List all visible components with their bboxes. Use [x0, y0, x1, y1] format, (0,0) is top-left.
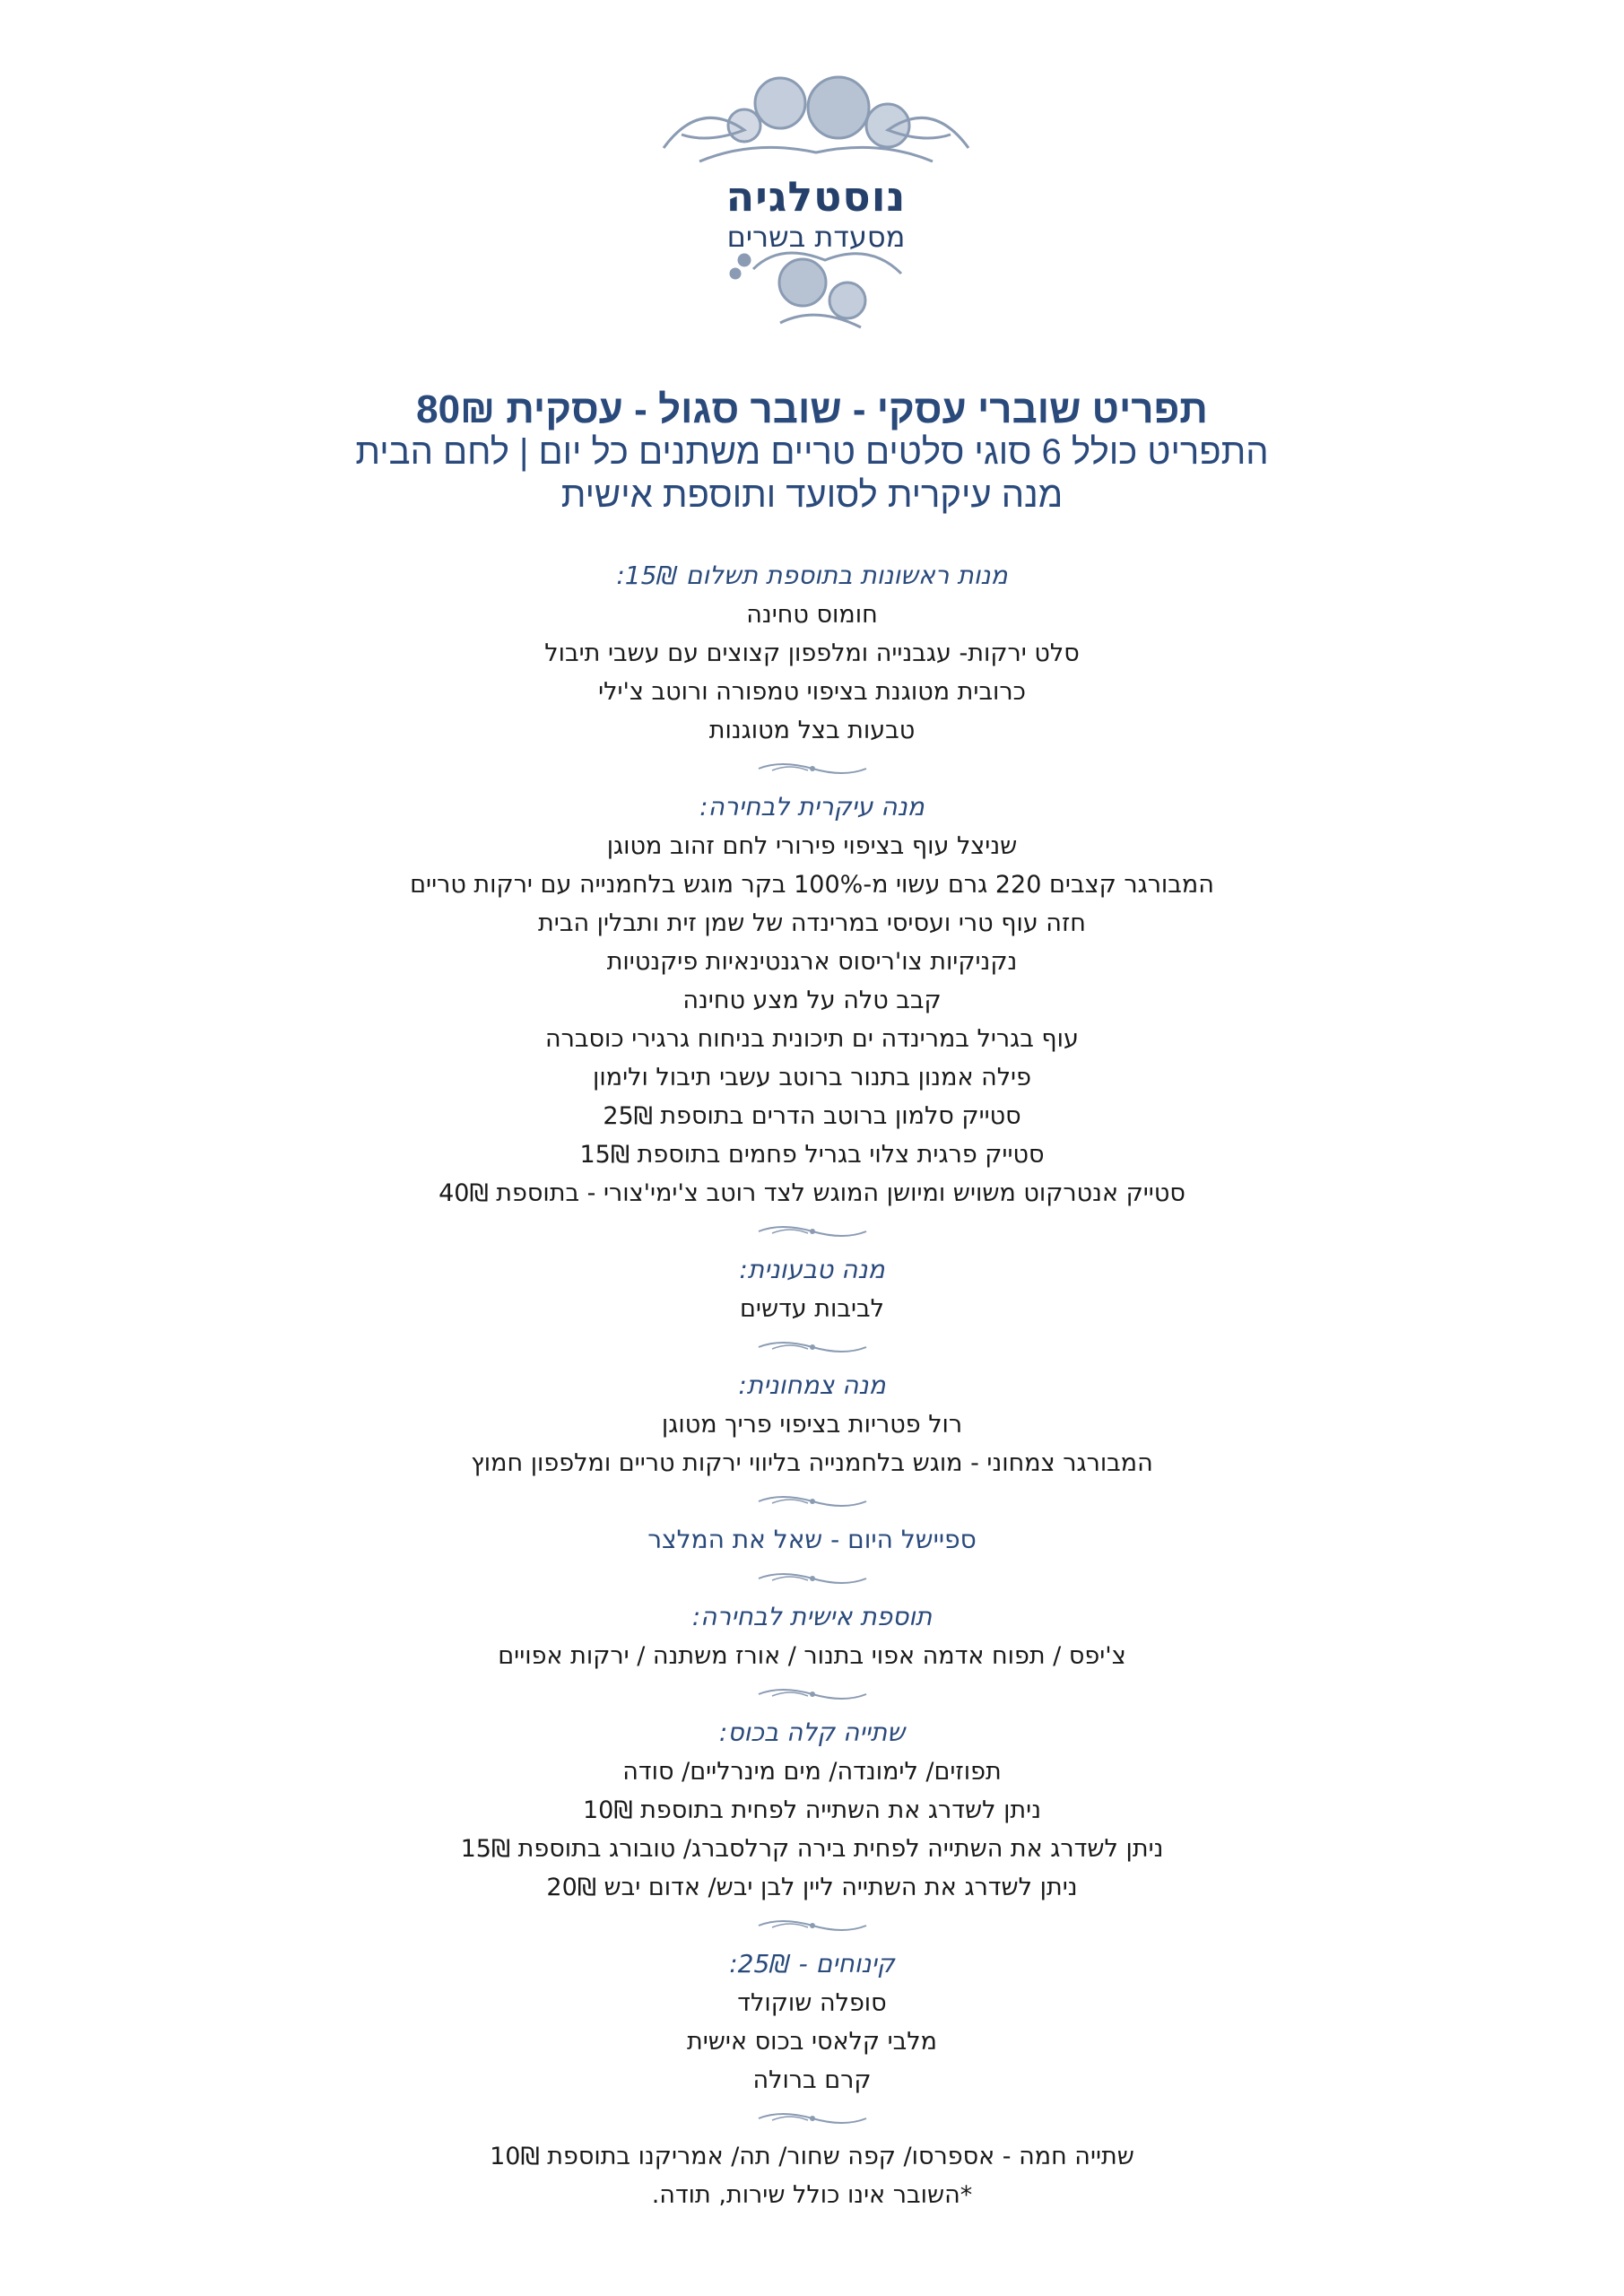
menu-item: ניתן לשדרג את השתייה ליין לבן יבש/ אדום יבש 20₪	[546, 1874, 1078, 1901]
menu-item: פילה אמנון בתנור ברוטב עשבי תיבול ולימון	[593, 1064, 1031, 1091]
section-divider	[0, 2100, 1624, 2137]
section-divider	[0, 1675, 1624, 1713]
section-divider	[0, 1483, 1624, 1520]
menu-item: טבעות בצל מטוגנות	[708, 717, 916, 744]
menu-item: סטייק סלמון ברוטב הדרים בתוספת 25₪	[603, 1102, 1021, 1130]
divider-flourish-icon	[754, 1568, 871, 1589]
menu-item: חומוס טחינה	[746, 601, 878, 629]
menu-item: לביבות עדשים	[739, 1295, 884, 1323]
menu-item: סטייק אנטרקוט משויש ומיושן המוגש לצד רוטב צ'ימי'צורי - בתוספת 40₪	[439, 1179, 1185, 1207]
divider-flourish-icon	[754, 758, 871, 779]
section-title: קינוחים - 25₪:	[729, 1949, 895, 1979]
menu-item: רול פטריות בציפוי פריך מטוגן	[661, 1411, 963, 1439]
divider-flourish-icon	[754, 1221, 871, 1242]
section-title: מנות ראשונות בתוספת תשלום 15₪:	[616, 561, 1008, 590]
logo-subtitle: מסעדת בשרים	[726, 220, 906, 254]
menu-item: סלט ירקות- עגבנייה ומלפפון קצוצים עם עשבי תיבול	[544, 639, 1080, 667]
section-divider	[0, 1560, 1624, 1597]
menu-item: תפוזים/ לימונדה/ מים מינרליים/ סודה	[622, 1758, 1002, 1786]
restaurant-logo	[646, 63, 986, 341]
footer-note: *השובר אינו כולל שירות, תודה.	[651, 2181, 973, 2209]
menu-item: ניתן לשדרג את השתייה לפחית בתוספת 10₪	[582, 1796, 1042, 1824]
menu-item: המבורגר קצבים 220 גרם עשוי מ-100% בקר מוגש בלחמנייה עם ירקות טריים	[410, 871, 1214, 899]
section-title: שתייה קלה בכוס:	[718, 1718, 906, 1747]
divider-flourish-icon	[754, 2108, 871, 2129]
logo-name: נוסטלגיה	[725, 172, 907, 221]
menu-item: צ'יפס / תפוח אדמה אפוי בתנור / אורז משתנה / ירקות אפויים	[498, 1642, 1126, 1670]
menu-item: חזה עוף טרי ועסיסי במרינדה של שמן זית ותבלין הבית	[538, 909, 1086, 937]
section-title: מנה טבעונית:	[739, 1255, 885, 1284]
section-title: מנה צמחונית:	[738, 1370, 886, 1400]
section-divider	[0, 1907, 1624, 1944]
menu-item: קבב טלה על מצע טחינה	[682, 987, 942, 1014]
menu-body	[0, 556, 1624, 2214]
menu-item: מלבי קלאסי בכוס אישית	[687, 2028, 937, 2056]
section-title: מנה עיקרית לבחירה:	[699, 792, 925, 822]
menu-item: ניתן לשדרג את השתייה לפחית בירה קרלסברג/ טובורג בתוספת 15₪	[460, 1835, 1164, 1863]
menu-item: שניצל עוף בציפוי פירורי לחם זהוב מטוגן	[606, 832, 1018, 860]
menu-item: סופלה שוקולד	[737, 1989, 887, 2017]
section-divider	[0, 1213, 1624, 1250]
menu-subtitle-line-1: התפריט כולל 6 סוגי סלטים טריים משתנים כל יום | לחם הבית	[355, 432, 1269, 472]
menu-item: נקניקיות צו'ריסוס ארגנטינאיות פיקנטיות	[606, 948, 1018, 976]
footer-note: שתייה חמה - אספרסו/ קפה שחור/ תה/ אמריקנו בתוספת 10₪	[490, 2143, 1134, 2170]
menu-item: כרובית מטוגנת בציפוי טמפורה ורוטב צ'ילי	[598, 678, 1026, 706]
menu-title: תפריט שוברי עסקי - שובר סגול - עסקית 80₪	[416, 387, 1208, 431]
section-divider	[0, 1328, 1624, 1366]
menu-subtitle-line-2: מנה עיקרית לסועד ותוספת אישית	[560, 475, 1064, 515]
daily-special: ספיישל היום - שאל את המלצר	[647, 1525, 977, 1554]
menu-item: קרם ברולה	[752, 2066, 872, 2094]
divider-flourish-icon	[754, 1491, 871, 1512]
section-divider	[0, 750, 1624, 787]
divider-flourish-icon	[754, 1683, 871, 1705]
menu-item: המבורגר צמחוני - מוגש בלחמנייה בליווי ירקות טריים ומלפפון חמוץ	[471, 1449, 1153, 1477]
divider-flourish-icon	[754, 1915, 871, 1936]
section-title: תוספת אישית לבחירה:	[691, 1602, 933, 1631]
divider-flourish-icon	[754, 1336, 871, 1358]
menu-item: עוף בגריל במרינדה ים תיכונית בניחוח גרגירי כוסברה	[545, 1025, 1079, 1053]
menu-item: סטייק פרגית צלוי בגריל פחמים בתוספת 15₪	[579, 1141, 1045, 1169]
